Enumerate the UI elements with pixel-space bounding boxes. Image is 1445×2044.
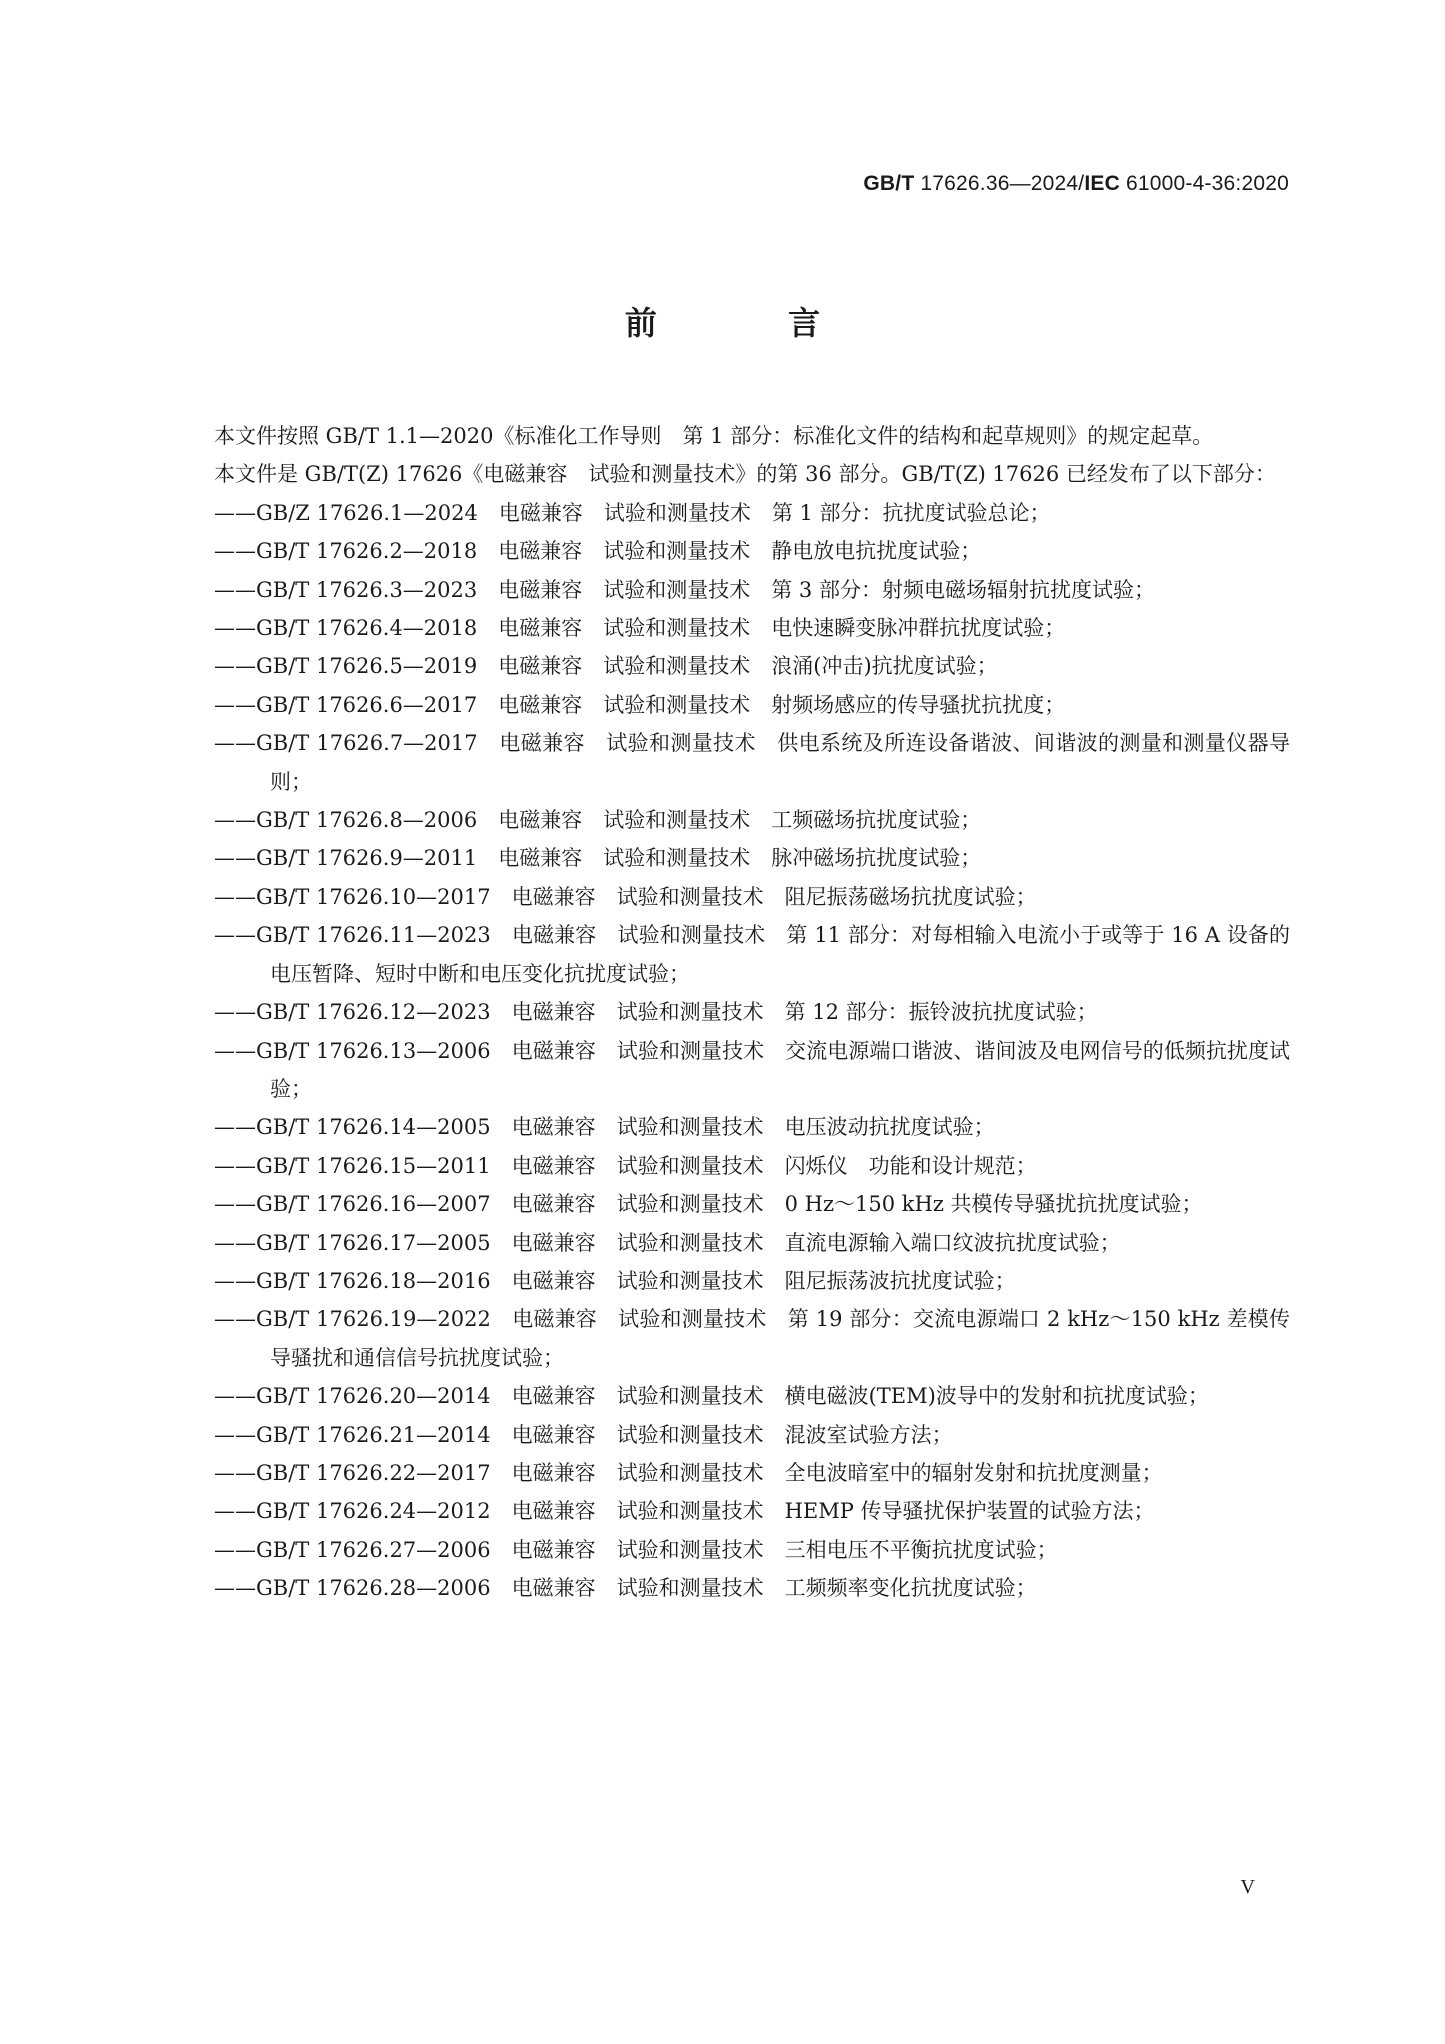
list-item: ——GB/T 17626.12—2023 电磁兼容 试验和测量技术 第 12 部分：振铃波抗扰度试验； [214,1000,1098,1025]
list-item: ——GB/T 17626.10—2017 电磁兼容 试验和测量技术 阻尼振荡磁场抗扰度试验； [214,884,1037,909]
list-item: ——GB/T 17626.11—2023 电磁兼容 试验和测量技术 第 11 部分：对每相输入电流小于或等于 16 A 设备的电压暂降、短时中断和电压变化抗扰度试验； [214,923,1290,986]
list-item: ——GB/T 17626.6—2017 电磁兼容 试验和测量技术 射频场感应的传导骚扰抗扰度； [214,692,1066,717]
list-item: ——GB/T 17626.20—2014 电磁兼容 试验和测量技术 横电磁波(TEM)波导中的发射和抗扰度试验； [214,1384,1209,1409]
list-item: ——GB/T 17626.19—2022 电磁兼容 试验和测量技术 第 19 部分：交流电源端口 2 kHz～150 kHz 差模传导骚扰和通信信号抗扰度试验； [214,1307,1290,1370]
list-item: ——GB/T 17626.21—2014 电磁兼容 试验和测量技术 混波室试验方法； [214,1422,953,1447]
list-item: ——GB/T 17626.9—2011 电磁兼容 试验和测量技术 脉冲磁场抗扰度试验； [214,846,982,871]
list-item: ——GB/T 17626.14—2005 电磁兼容 试验和测量技术 电压波动抗扰度试验； [214,1115,995,1140]
list-item: ——GB/T 17626.7—2017 电磁兼容 试验和测量技术 供电系统及所连设备谐波、间谐波的测量和测量仪器导则； [214,731,1290,794]
page-title: 前 言 [624,304,881,342]
list-item: ——GB/T 17626.16—2007 电磁兼容 试验和测量技术 0 Hz～150 kHz 共模传导骚扰抗扰度试验； [214,1192,1203,1217]
intro-paragraph-2: 本文件是 GB/T(Z) 17626《电磁兼容 试验和测量技术》的第 36 部分。GB/T(Z) 17626 已经发布了以下部分： [214,462,1276,487]
list-item: ——GB/T 17626.5—2019 电磁兼容 试验和测量技术 浪涌(冲击)抗扰度试验； [214,654,998,679]
list-item: ——GB/T 17626.17—2005 电磁兼容 试验和测量技术 直流电源输入端口纹波抗扰度试验； [214,1230,1121,1255]
list-item: ——GB/T 17626.27—2006 电磁兼容 试验和测量技术 三相电压不平衡抗扰度试验； [214,1537,1058,1562]
list-item: ——GB/T 17626.2—2018 电磁兼容 试验和测量技术 静电放电抗扰度试验； [214,539,982,564]
list-item: ——GB/T 17626.4—2018 电磁兼容 试验和测量技术 电快速瞬变脉冲群抗扰度试验； [214,616,1066,641]
list-item: ——GB/T 17626.13—2006 电磁兼容 试验和测量技术 交流电源端口谐波、谐间波及电网信号的低频抗扰度试验； [214,1038,1290,1101]
list-item: ——GB/Z 17626.1—2024 电磁兼容 试验和测量技术 第 1 部分：抗扰度试验总论； [214,500,1051,525]
list-item: ——GB/T 17626.8—2006 电磁兼容 试验和测量技术 工频磁场抗扰度试验； [214,808,982,833]
std-number: 17626.36—2024/ [920,172,1085,195]
list-item: ——GB/T 17626.22—2017 电磁兼容 试验和测量技术 全电波暗室中的辐射发射和抗扰度测量； [214,1460,1163,1485]
intro-paragraph-1: 本文件按照 GB/T 1.1—2020《标准化工作导则 第 1 部分：标准化文件的结构和起草规则》的规定起草。 [214,424,1214,448]
list-item: ——GB/T 17626.18—2016 电磁兼容 试验和测量技术 阻尼振荡波抗扰度试验； [214,1268,1016,1293]
standards-list [172,494,1290,1608]
page-number: V [1240,1876,1255,1898]
std-prefix: GB/T [863,172,915,195]
standard-number-header [863,172,1289,196]
std-iec: IEC [1084,172,1120,195]
std-iec-number: 61000-4-36:2020 [1126,172,1289,195]
list-item: ——GB/T 17626.3—2023 电磁兼容 试验和测量技术 第 3 部分：射频电磁场辐射抗扰度试验； [214,577,1155,602]
document-body [172,417,1290,1608]
list-item: ——GB/T 17626.28—2006 电磁兼容 试验和测量技术 工频频率变化抗扰度试验； [214,1576,1037,1601]
list-item: ——GB/T 17626.24—2012 电磁兼容 试验和测量技术 HEMP 传导骚扰保护装置的试验方法； [214,1499,1155,1524]
list-item: ——GB/T 17626.15—2011 电磁兼容 试验和测量技术 闪烁仪 功能和设计规范； [214,1153,1037,1178]
